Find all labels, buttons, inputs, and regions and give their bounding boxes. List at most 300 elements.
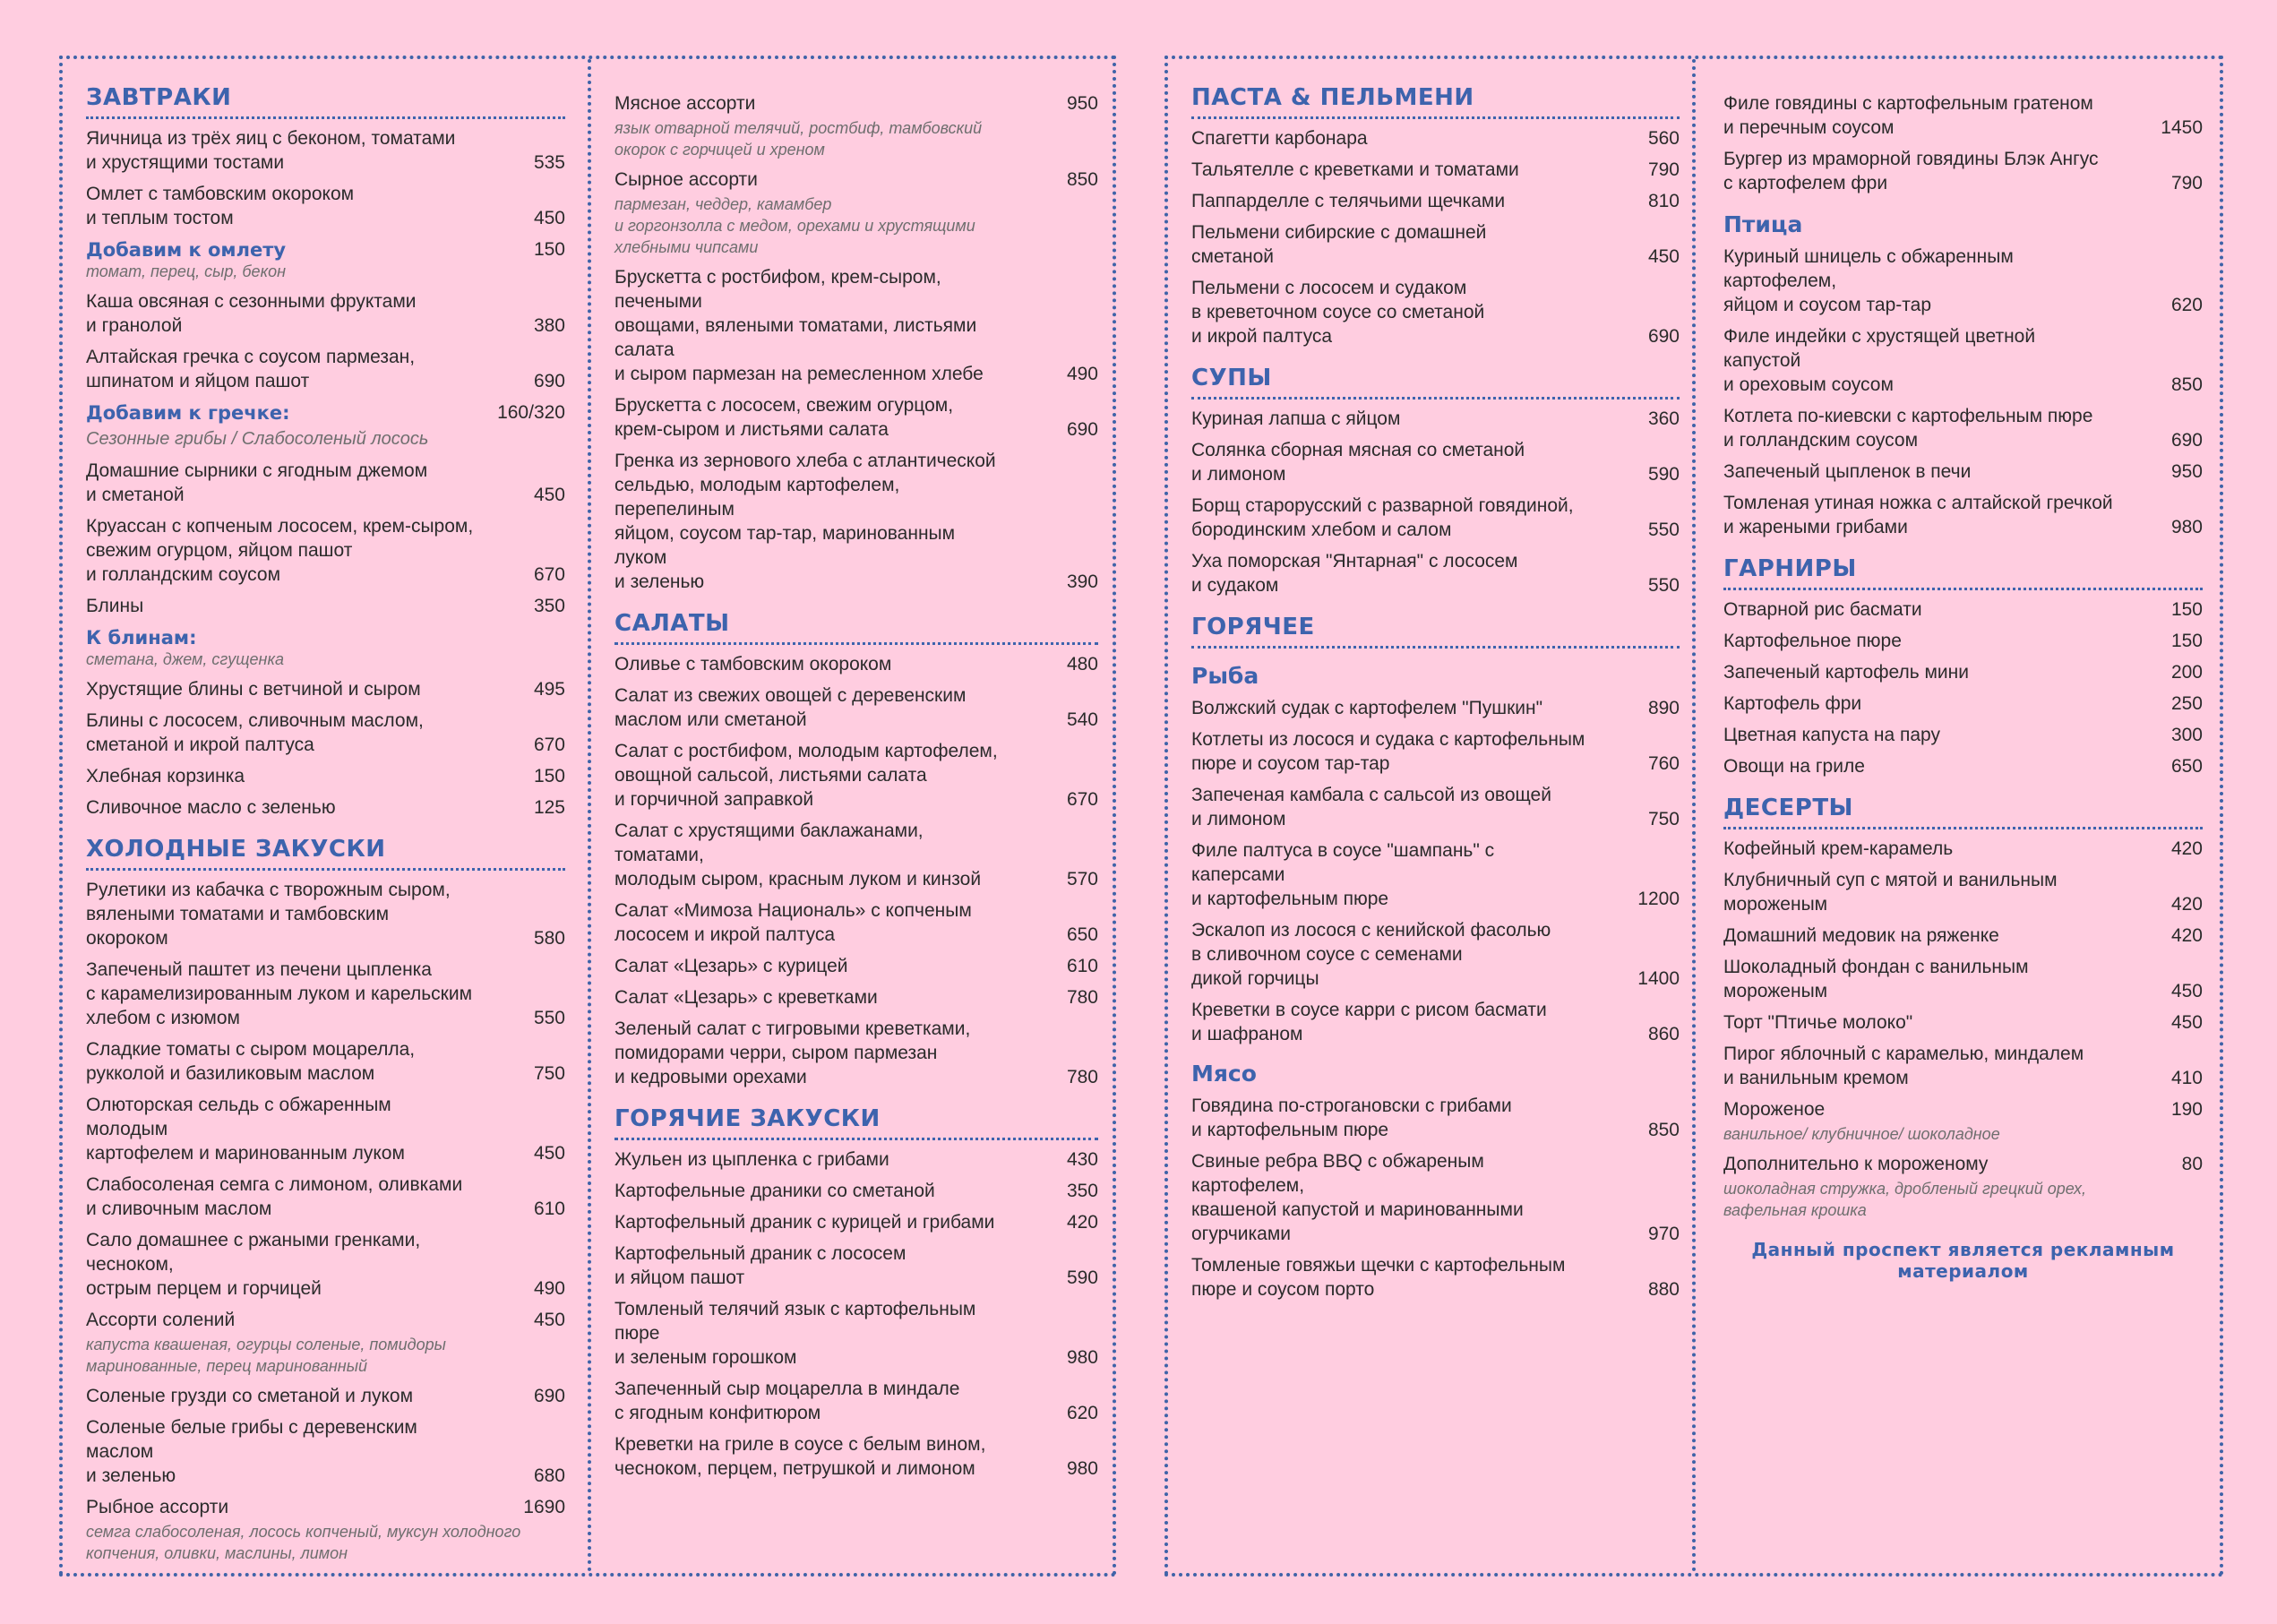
menu-item — [1191, 1149, 1680, 1246]
addon-price: 150 — [533, 239, 565, 260]
menu-item — [1723, 491, 2203, 539]
menu-item — [86, 878, 565, 950]
menu-item-name: Зеленый салат с тигровыми креветками, помидорами черри, сыром пармезан и кедровыми орехами — [614, 1018, 971, 1087]
menu-item-price: 620 — [2170, 295, 2203, 315]
section-title: ГОРЯЧИЕ ЗАКУСКИ — [614, 1105, 1098, 1140]
menu-item-name: Котлеты из лосося и судака с картофельным пюре и соусом тар-тар — [1191, 729, 1585, 774]
menu-item — [1191, 220, 1680, 269]
addon-label: Добавим к гречке: — [86, 402, 290, 424]
menu-item-price: 880 — [1647, 1279, 1680, 1300]
menu-item-price: 300 — [2170, 725, 2203, 745]
section-cold-continued — [614, 91, 1098, 594]
menu-item-name: Пирог яблочный с карамелью, миндалем и ванильным кремом — [1723, 1044, 2084, 1088]
menu-item-price: 590 — [1647, 464, 1680, 485]
menu-item — [614, 265, 1098, 386]
menu-item-price: 810 — [1647, 191, 1680, 211]
menu-item-description: шоколадная стружка, дробленый грецкий орех, вафельная крошка — [1723, 1180, 2086, 1219]
menu-item-price: 360 — [1647, 408, 1680, 429]
menu-item — [1191, 1253, 1680, 1302]
menu-item — [1723, 660, 2203, 684]
menu-item — [1191, 998, 1680, 1046]
menu-item — [1723, 597, 2203, 622]
menu-item-name: Филе палтуса в соусе "шампань" с каперсами и картофельным пюре — [1191, 840, 1495, 909]
menu-item-name: Сало домашнее с ржаными гренками, чесноком, острым перцем и горчицей — [86, 1230, 421, 1299]
menu-item — [614, 91, 1098, 116]
menu-item — [1191, 838, 1680, 911]
menu-item-name: Куриная лапша с яйцом — [1191, 408, 1401, 429]
menu-item-name: Салат с хрустящими баклажанами, томатами, молодым сыром, красным луком и кинзой — [614, 821, 982, 889]
menu-item-price: 550 — [533, 1008, 565, 1028]
menu-item-name: Запеченый паштет из печени цыпленка с карамелизированным луком и карельским хлебом с изюмом — [86, 959, 473, 1028]
menu-item-name: Жульен из цыпленка с грибами — [614, 1149, 889, 1170]
menu-item-price: 480 — [1066, 654, 1098, 675]
menu-item — [1191, 918, 1680, 991]
menu-item — [1191, 276, 1680, 348]
menu-item-name: Запеченый цыпленок в печи — [1723, 461, 1972, 482]
menu-item — [1191, 494, 1680, 542]
menu-item — [1723, 91, 2203, 140]
section-title: ПАСТА & ПЕЛЬМЕНИ — [1191, 84, 1680, 119]
menu-item-name: Томленый телячий язык с картофельным пюре и зеленым горошком — [614, 1299, 976, 1368]
menu-item — [86, 958, 565, 1030]
menu-item-name: Домашний медовик на ряженке — [1723, 925, 1999, 946]
menu-item-name: Салат из свежих овощей с деревенским маслом или сметаной — [614, 685, 967, 730]
menu-item — [86, 126, 565, 175]
subsection-title-poultry: Птица — [1723, 211, 1803, 237]
menu-item-price: 760 — [1647, 753, 1680, 774]
menu-item-name: Волжский судак с картофелем "Пушкин" — [1191, 698, 1543, 718]
menu-item — [614, 739, 1098, 812]
menu-item-price: 690 — [2170, 430, 2203, 451]
menu-item — [614, 1210, 1098, 1234]
breakfast-items — [86, 126, 565, 230]
section-title: ДЕСЕРТЫ — [1723, 795, 2203, 829]
menu-item-name: Спагетти карбонара — [1191, 128, 1368, 149]
menu-item-price: 190 — [2170, 1099, 2203, 1120]
menu-item-price: 150 — [2170, 599, 2203, 620]
menu-item — [614, 168, 1098, 192]
dessert-items — [1723, 837, 2203, 1221]
breakfast-items-3 — [86, 459, 565, 618]
menu-item — [1191, 727, 1680, 776]
menu-item-name: Слабосоленая семга с лимоном, оливками и сливочным маслом — [86, 1174, 463, 1219]
menu-item-name: Каша овсяная с сезонными фруктами и гранолой — [86, 291, 417, 336]
menu-item — [1723, 955, 2203, 1003]
menu-item — [86, 1173, 565, 1221]
menu-item-price: 570 — [1066, 869, 1098, 889]
menu-item-name: Мясное ассорти — [614, 93, 756, 114]
breakfast-items-2 — [86, 289, 565, 393]
menu-item-price: 860 — [1647, 1024, 1680, 1044]
menu-column-4 — [1723, 84, 2203, 1282]
menu-item-price: 150 — [533, 766, 565, 786]
menu-item — [86, 1037, 565, 1086]
menu-item — [614, 1377, 1098, 1425]
subsection-title-meat: Мясо — [1191, 1061, 1257, 1087]
menu-item-name: Сырное ассорти — [614, 169, 758, 190]
menu-item-name: Блины с лососем, сливочным маслом, сметаной и икрой палтуса — [86, 710, 424, 755]
menu-item-description: семга слабосоленая, лосось копченый, муксун холодного копчения, оливки, маслины, лимон — [86, 1523, 521, 1562]
menu-item — [614, 819, 1098, 891]
menu-item-price: 850 — [1066, 169, 1098, 190]
menu-item-price: 550 — [1647, 575, 1680, 596]
menu-item — [614, 1297, 1098, 1370]
menu-item-price: 950 — [1066, 93, 1098, 114]
menu-item — [1723, 754, 2203, 778]
salad-items — [614, 652, 1098, 1089]
menu-item-name: Сливочное масло с зеленью — [86, 797, 336, 818]
menu-item-description: ванильное/ клубничное/ шоколадное — [1723, 1125, 2000, 1143]
menu-item — [614, 652, 1098, 676]
menu-item — [614, 1432, 1098, 1481]
breakfast-items-4 — [86, 677, 565, 820]
menu-item-price: 200 — [2170, 662, 2203, 683]
menu-item — [1191, 189, 1680, 213]
menu-item — [1723, 1042, 2203, 1090]
menu-item — [1723, 868, 2203, 916]
addon-note: томат, перец, сыр, бекон — [86, 262, 286, 280]
menu-item-price: 1200 — [1637, 889, 1680, 909]
menu-item-name: Картофель фри — [1723, 693, 1862, 714]
menu-item-description: капуста квашеная, огурцы соленые, помидоры маринованные, перец маринованный — [86, 1336, 446, 1375]
menu-item-name: Овощи на гриле — [1723, 756, 1865, 777]
menu-item-name: Запеченый картофель мини — [1723, 662, 1969, 683]
menu-item — [1723, 837, 2203, 861]
menu-item — [614, 1147, 1098, 1172]
menu-item — [1723, 404, 2203, 452]
menu-item-name: Яичница из трёх яиц с беконом, томатами и хрустящими тостами — [86, 128, 456, 173]
column-divider — [1692, 59, 1696, 1573]
menu-item-name: Гренка из зернового хлеба с атлантической сельдью, молодым картофелем, перепелиным яйцом, соусом тар-тар, маринованным луком и зеленью — [614, 451, 996, 592]
menu-item — [1723, 1097, 2203, 1121]
menu-item-price: 350 — [533, 596, 565, 616]
menu-item-name: Дополнительно к мороженому — [1723, 1154, 1989, 1174]
menu-item-name: Креветки в соусе карри с рисом басмати и шафраном — [1191, 1000, 1547, 1044]
menu-item-price: 420 — [2170, 925, 2203, 946]
addon-pancakes — [86, 627, 565, 649]
menu-item-name: Пельмени с лососем и судаком в креветочном соусе со сметаной и икрой палтуса — [1191, 278, 1485, 347]
menu-panel-right — [1164, 56, 2223, 1577]
menu-item-price: 750 — [1647, 809, 1680, 829]
menu-item-name: Блины — [86, 596, 144, 616]
menu-item-price: 560 — [1647, 128, 1680, 149]
cold-cont-items — [614, 91, 1098, 594]
menu-item-price: 450 — [533, 208, 565, 228]
menu-item-price: 750 — [533, 1063, 565, 1084]
menu-item-price: 1400 — [1637, 968, 1680, 989]
addon-buckwheat — [86, 402, 565, 424]
menu-item-price: 650 — [2170, 756, 2203, 777]
section-poultry — [1723, 211, 2203, 539]
menu-column-1 — [86, 84, 565, 1580]
menu-item-price: 890 — [1647, 698, 1680, 718]
menu-item-name: Запеченая камбала с сальсой из овощей и лимоном — [1191, 785, 1551, 829]
menu-item-name: Запеченный сыр моцарелла в миндале с ягодным конфитюром — [614, 1379, 960, 1423]
section-hot — [1191, 614, 1680, 1302]
hot-snack-items — [614, 1147, 1098, 1481]
menu-item-name: Куриный шницель с обжаренным картофелем, яйцом и соусом тар-тар — [1723, 246, 2014, 315]
menu-item-name: Ассорти солений — [86, 1310, 236, 1330]
menu-item-name: Мороженое — [1723, 1099, 1826, 1120]
section-title: ХОЛОДНЫЕ ЗАКУСКИ — [86, 836, 565, 871]
section-title: СУПЫ — [1191, 365, 1680, 400]
menu-item — [1723, 692, 2203, 716]
subsection-title-fish: Рыба — [1191, 663, 1259, 689]
menu-item — [86, 459, 565, 507]
menu-item-price: 850 — [1647, 1120, 1680, 1140]
menu-item — [86, 182, 565, 230]
menu-item-name: Хлебная корзинка — [86, 766, 245, 786]
menu-item — [1723, 245, 2203, 317]
menu-item-price: 535 — [533, 152, 565, 173]
menu-item-name: Алтайская гречка с соусом пармезан, шпинатом и яйцом пашот — [86, 347, 416, 391]
meat-cont-items — [1723, 91, 2203, 195]
menu-item-name: Котлета по-киевски с картофельным пюре и голландским соусом — [1723, 406, 2093, 451]
menu-item — [1191, 126, 1680, 150]
addon-price: 160/320 — [497, 402, 565, 423]
menu-item — [1723, 1010, 2203, 1035]
menu-item — [1723, 147, 2203, 195]
menu-panel-left — [59, 56, 1116, 1577]
menu-item-name: Сладкие томаты с сыром моцарелла, рукколой и базиликовым маслом — [86, 1039, 416, 1084]
menu-item — [614, 898, 1098, 947]
menu-item-name: Соленые белые грибы с деревенским маслом и зеленью — [86, 1417, 417, 1486]
advertising-disclaimer: Данный проспект является рекламным материалом — [1751, 1239, 2175, 1282]
menu-item-price: 540 — [1066, 709, 1098, 730]
menu-item — [86, 677, 565, 701]
menu-item — [1723, 629, 2203, 653]
menu-item-name: Кофейный крем-карамель — [1723, 838, 1954, 859]
menu-item-price: 450 — [533, 1143, 565, 1164]
menu-item-price: 590 — [1066, 1267, 1098, 1288]
menu-item-price: 410 — [2170, 1068, 2203, 1088]
menu-item-name: Салат «Цезарь» с креветками — [614, 987, 878, 1008]
section-desserts — [1723, 795, 2203, 1221]
menu-item-price: 670 — [533, 564, 565, 585]
menu-item-price: 950 — [2170, 461, 2203, 482]
menu-item-name: Тальятелле с креветками и томатами — [1191, 159, 1519, 180]
menu-item-price: 690 — [533, 371, 565, 391]
menu-item — [614, 954, 1098, 978]
menu-item-price: 790 — [2170, 173, 2203, 193]
menu-item-name: Шоколадный фондан с ванильным мороженым — [1723, 957, 2029, 1001]
section-breakfast — [86, 84, 565, 820]
menu-item — [614, 985, 1098, 1010]
menu-item-name: Цветная капуста на пару — [1723, 725, 1941, 745]
menu-item — [86, 1228, 565, 1301]
menu-item-price: 80 — [2181, 1154, 2203, 1174]
menu-item-price: 780 — [1066, 987, 1098, 1008]
menu-item — [1191, 549, 1680, 597]
menu-item-name: Картофельный драник с лососем и яйцом пашот — [614, 1243, 907, 1288]
menu-item-price: 420 — [2170, 838, 2203, 859]
menu-item — [1723, 723, 2203, 747]
menu-item-name: Салат с ростбифом, молодым картофелем, овощной сальсой, листьями салата и горчичной заправкой — [614, 741, 998, 810]
section-cold-snacks — [86, 836, 565, 1564]
menu-item-name: Омлет с тамбовским окороком и теплым тостом — [86, 184, 355, 228]
addon-omelet — [86, 239, 565, 261]
menu-item-price: 670 — [533, 735, 565, 755]
section-hot-snacks — [614, 1105, 1098, 1481]
menu-item — [614, 1242, 1098, 1290]
menu-item-price: 450 — [2170, 981, 2203, 1001]
addon-label: Добавим к омлету — [86, 239, 287, 261]
menu-item — [614, 683, 1098, 732]
column-divider — [588, 59, 591, 1573]
cold-items — [86, 878, 565, 1564]
menu-item — [1723, 1152, 2203, 1176]
menu-item — [86, 1384, 565, 1408]
menu-item-price: 450 — [533, 1310, 565, 1330]
menu-item-price: 690 — [1647, 326, 1680, 347]
menu-item-price: 390 — [1066, 571, 1098, 592]
menu-item-price: 250 — [2170, 693, 2203, 714]
menu-item-price: 980 — [1066, 1347, 1098, 1368]
menu-item-name: Картофельный драник с курицей и грибами — [614, 1212, 995, 1233]
menu-item-price: 690 — [1066, 419, 1098, 440]
menu-item — [1191, 783, 1680, 831]
menu-item-name: Салат «Мимоза Националь» с копченым лососем и икрой палтуса — [614, 900, 972, 945]
menu-item-name: Пельмени сибирские с домашней сметаной — [1191, 222, 1487, 267]
section-sides — [1723, 555, 2203, 778]
menu-item-name: Домашние сырники с ягодным джемом и сметаной — [86, 460, 428, 505]
menu-item-price: 550 — [1647, 520, 1680, 540]
menu-item — [1723, 460, 2203, 484]
section-title: ЗАВТРАКИ — [86, 84, 565, 119]
menu-item-name: Свиные ребра BBQ с обжареным картофелем, квашеной капустой и маринованными огурчиками — [1191, 1151, 1524, 1244]
menu-item-price: 495 — [533, 679, 565, 700]
section-title: САЛАТЫ — [614, 610, 1098, 645]
section-pasta — [1191, 84, 1680, 348]
menu-item-price: 970 — [1647, 1224, 1680, 1244]
menu-item-name: Картофельное пюре — [1723, 631, 1902, 651]
menu-item — [1191, 407, 1680, 431]
section-title: ГОРЯЧЕЕ — [1191, 614, 1680, 649]
menu-item-name: Торт "Птичье молоко" — [1723, 1012, 1913, 1033]
menu-item-price: 690 — [533, 1386, 565, 1406]
menu-item-price: 1450 — [2161, 117, 2203, 138]
pasta-items — [1191, 126, 1680, 348]
menu-item-price: 1690 — [523, 1497, 565, 1517]
menu-item — [86, 764, 565, 788]
menu-item — [86, 594, 565, 618]
menu-item — [86, 514, 565, 587]
menu-item-name: Солянка сборная мясная со сметаной и лимоном — [1191, 440, 1525, 485]
menu-item — [614, 1017, 1098, 1089]
menu-item-name: Рулетики из кабачка с творожным сыром, вялеными томатами и тамбовским окороком — [86, 880, 451, 949]
menu-item-price: 850 — [2170, 374, 2203, 395]
menu-item-name: Оливье с тамбовским окороком — [614, 654, 892, 675]
menu-item — [1723, 924, 2203, 948]
menu-item — [86, 1415, 565, 1488]
menu-item-name: Брускетта с лососем, свежим огурцом, крем-сыром и листьями салата — [614, 395, 954, 440]
menu-item-price: 980 — [1066, 1458, 1098, 1479]
menu-item-price: 350 — [1066, 1181, 1098, 1201]
menu-item-name: Эскалоп из лосося с кенийской фасолью в сливочном соусе с семенами дикой горчицы — [1191, 920, 1551, 989]
addon-note: Сезонные грибы / Слабосоленый лосось — [86, 429, 429, 449]
menu-item-price: 430 — [1066, 1149, 1098, 1170]
menu-item-price: 150 — [2170, 631, 2203, 651]
menu-item — [1191, 438, 1680, 486]
menu-item — [86, 345, 565, 393]
menu-item-price: 620 — [1066, 1403, 1098, 1423]
menu-item — [614, 1179, 1098, 1203]
section-soups — [1191, 365, 1680, 597]
menu-item-name: Борщ старорусский с разварной говядиной, бородинским хлебом и салом — [1191, 495, 1574, 540]
menu-item-price: 680 — [533, 1465, 565, 1486]
addon-label: К блинам: — [86, 627, 197, 649]
menu-item-name: Филе говядины с картофельным гратеном и перечным соусом — [1723, 93, 2093, 138]
menu-item-price: 670 — [1066, 789, 1098, 810]
menu-item-name: Филе индейки с хрустящей цветной капустой и ореховым соусом — [1723, 326, 2036, 395]
menu-item-name: Говядина по-строгановски с грибами и картофельным пюре — [1191, 1096, 1512, 1140]
meat-items — [1191, 1094, 1680, 1302]
menu-item — [86, 709, 565, 757]
menu-item-price: 125 — [533, 797, 565, 818]
menu-item — [1191, 696, 1680, 720]
menu-item — [86, 289, 565, 338]
menu-column-3 — [1191, 84, 1680, 1318]
menu-item-price: 450 — [2170, 1012, 2203, 1033]
menu-item-name: Клубничный суп с мятой и ванильным мороженым — [1723, 870, 2058, 915]
menu-item-price: 490 — [1066, 364, 1098, 384]
menu-item-name: Томленые говяжьи щечки с картофельным пюре и соусом порто — [1191, 1255, 1566, 1300]
menu-item-price: 450 — [533, 485, 565, 505]
menu-item — [614, 393, 1098, 442]
section-title: ГАРНИРЫ — [1723, 555, 2203, 590]
menu-item — [86, 795, 565, 820]
menu-item-name: Брускетта с ростбифом, крем-сыром, печеными овощами, вялеными томатами, листьями салата и сыром пармезан на ремесленном хлебе — [614, 267, 984, 384]
menu-item-price: 420 — [2170, 894, 2203, 915]
soup-items — [1191, 407, 1680, 597]
menu-item-price: 650 — [1066, 924, 1098, 945]
menu-item-name: Салат «Цезарь» с курицей — [614, 956, 848, 976]
menu-column-2 — [614, 84, 1098, 1497]
menu-item — [1191, 158, 1680, 182]
menu-item-price: 580 — [533, 928, 565, 949]
menu-item — [86, 1093, 565, 1165]
menu-item-description: язык отварной телячий, ростбиф, тамбовский окорок с горчицей и хреном — [614, 119, 983, 159]
addon-note: сметана, джем, сгущенка — [86, 650, 284, 668]
side-items — [1723, 597, 2203, 778]
menu-item-name: Отварной рис басмати — [1723, 599, 1922, 620]
menu-item-name: Рыбное ассорти — [86, 1497, 229, 1517]
menu-item — [1723, 324, 2203, 397]
fish-items — [1191, 696, 1680, 1046]
menu-item-name: Уха поморская "Янтарная" с лососем и судаком — [1191, 551, 1518, 596]
menu-item-name: Креветки на гриле в соусе с белым вином, чесноком, перцем, петрушкой и лимоном — [614, 1434, 986, 1479]
menu-item-price: 450 — [1647, 246, 1680, 267]
menu-item-price: 610 — [533, 1199, 565, 1219]
section-meat-continued — [1723, 91, 2203, 195]
menu-item — [86, 1308, 565, 1332]
menu-item-description: пармезан, чеддер, камамбер и горгонзолла с медом, орехами и хрустящими хлебными чипсами — [614, 195, 975, 256]
menu-item-name: Бургер из мраморной говядины Блэк Ангус с картофелем фри — [1723, 149, 2099, 193]
menu-item-price: 790 — [1647, 159, 1680, 180]
menu-item-price: 380 — [533, 315, 565, 336]
menu-item-name: Паппарделле с телячьими щечками — [1191, 191, 1506, 211]
menu-item-name: Соленые грузди со сметаной и луком — [86, 1386, 414, 1406]
menu-item-name: Круассан с копченым лососем, крем-сыром, свежим огурцом, яйцом пашот и голландским соусом — [86, 516, 474, 585]
poultry-items — [1723, 245, 2203, 539]
menu-item-price: 980 — [2170, 517, 2203, 537]
menu-item-price: 780 — [1066, 1067, 1098, 1087]
menu-item-name: Томленая утиная ножка с алтайской гречкой и жареными грибами — [1723, 493, 2113, 537]
menu-item-price: 610 — [1066, 956, 1098, 976]
menu-item-name: Картофельные драники со сметаной — [614, 1181, 935, 1201]
menu-item-name: Олюторская сельдь с обжаренным молодым картофелем и маринованным луком — [86, 1095, 405, 1164]
menu-item — [86, 1495, 565, 1519]
